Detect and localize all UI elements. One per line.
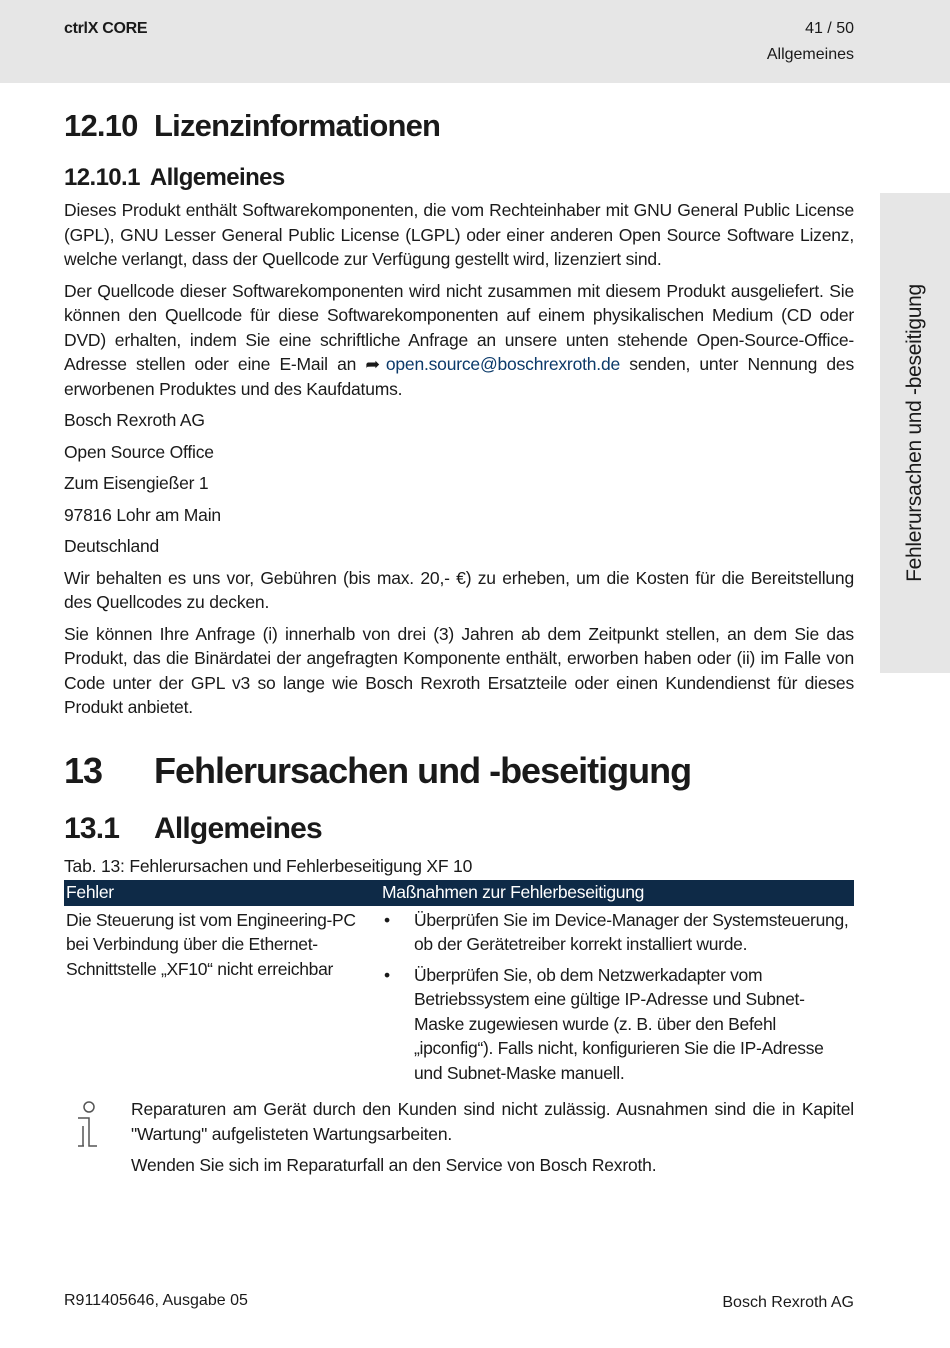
link-arrow-icon: ➦	[365, 354, 380, 374]
measures-list	[382, 908, 852, 1086]
address-line-street: Zum Eisengießer 1	[64, 473, 209, 493]
info-note	[64, 1097, 854, 1178]
side-tab-label: Fehlerursachen und -beseitigung	[903, 284, 926, 582]
address-line-country: Deutschland	[64, 536, 160, 556]
paragraph-text: Der Quellcode dieser Softwarekomponenten wird nicht zusammen mit diesem Produkt ausgeliefert. Sie können den Quellcode für diese Softwarekomponenten auf einem physikalischen Medium (CD oder DVD) erhalten, indem Sie eine schriftliche Anfrage an unsere unten stehende Open-Source-Office-Adresse stellen oder eine E-Mail an	[64, 280, 854, 374]
note-paragraph: Wenden Sie sich im Reparaturfall an den Service von Bosch Rexroth.	[131, 1155, 657, 1175]
heading-12-10-1	[64, 164, 854, 198]
heading-title: Fehlerursachen und -beseitigung	[154, 749, 692, 791]
heading-number: 12.10.1	[64, 164, 140, 191]
table-caption: Tab. 13: Fehlerursachen und Fehlerbeseitigung XF 10	[64, 855, 473, 876]
footer-company: Bosch Rexroth AG	[722, 1294, 854, 1311]
heading-title: Allgemeines	[149, 164, 285, 191]
list-item: • Überprüfen Sie, ob dem Netzwerkadapter vom Betriebssystem eine gültige IP-Adresse und Subnet-Maske zugewiesen wurde (z. B. über den Befehl „ipconfig“). Falls nicht, konfigurieren Sie die IP-Adresse und Subnet-Maske manuell.	[382, 963, 852, 1086]
table-row	[64, 906, 854, 1096]
table-header-row	[64, 880, 854, 906]
header-chapter-title: Allgemeines	[766, 46, 854, 63]
heading-13-1	[64, 812, 854, 852]
paragraph-fees: Wir behalten es uns vor, Gebühren (bis max. 20,- €) zu erheben, um die Kosten für die Bereitstellung des Quellcodes zu decken.	[64, 567, 854, 612]
product-name: ctrlX CORE	[64, 20, 148, 37]
heading-title: Allgemeines	[154, 811, 322, 845]
info-icon	[72, 1101, 102, 1151]
error-table	[64, 880, 854, 1096]
cell-fault: Die Steuerung ist vom Engineering-PC bei Verbindung über die Ethernet-Schnittstelle „XF10“ nicht erreichbar	[66, 909, 356, 979]
address-line-office: Open Source Office	[64, 441, 214, 462]
heading-number: 13.1	[64, 811, 120, 845]
heading-13	[64, 750, 854, 800]
chapter-side-tab	[880, 193, 950, 673]
list-item: • Überprüfen Sie im Device-Manager der Systemsteuerung, ob der Gerätetreiber korrekt installiert wurde.	[382, 908, 852, 957]
page-content	[64, 108, 854, 1185]
paragraph-source-code	[64, 279, 854, 402]
footer-document-number: R911405646, Ausgabe 05	[64, 1292, 248, 1309]
cell-measures	[380, 906, 854, 1096]
heading-number: 12.10	[64, 108, 138, 143]
address-line-city: 97816 Lohr am Main	[64, 504, 221, 525]
heading-12-10	[64, 108, 854, 148]
email-link[interactable]: open.source@boschrexroth.de	[385, 354, 621, 374]
note-body	[131, 1097, 854, 1178]
page-number: 41 / 50	[805, 20, 854, 37]
paragraph-text: senden, unter Nennung des erworbenen Produktes und des Kaufdatums.	[64, 354, 854, 399]
paragraph-request-period: Sie können Ihre Anfrage (i) innerhalb von drei (3) Jahren ab dem Zeitpunkt stellen, an dem Sie das Produkt, das die Binärdatei der angefragten Komponente enthält, erworben haben oder (ii) im Falle von Code unter der GPL v3 so lange wie Bosch Rexroth Ersatzteile oder einen Kundendienst für dieses Produkt anbietet.	[64, 623, 854, 717]
paragraph-license-intro: Dieses Produkt enthält Softwarekomponenten, die vom Rechteinhaber mit GNU General Public License (GPL), GNU Lesser General Public License (LGPL) oder einer anderen Open Source Software Lizenz, welche verlangt, dass der Quellcode zur Verfügung gestellt wird, lizenziert sind.	[64, 200, 854, 269]
note-paragraph: Reparaturen am Gerät durch den Kunden sind nicht zulässig. Ausnahmen sind die in Kapitel "Wartung" aufgelisteten Wartungsarbeiten.	[131, 1099, 854, 1144]
page-header	[0, 0, 950, 83]
column-header-measures: Maßnahmen zur Fehlerbeseitigung	[380, 880, 854, 906]
address-line-company: Bosch Rexroth AG	[64, 410, 205, 430]
column-header-fault: Fehler	[64, 880, 380, 906]
heading-title: Lizenzinformationen	[154, 108, 441, 143]
heading-number: 13	[64, 749, 103, 791]
